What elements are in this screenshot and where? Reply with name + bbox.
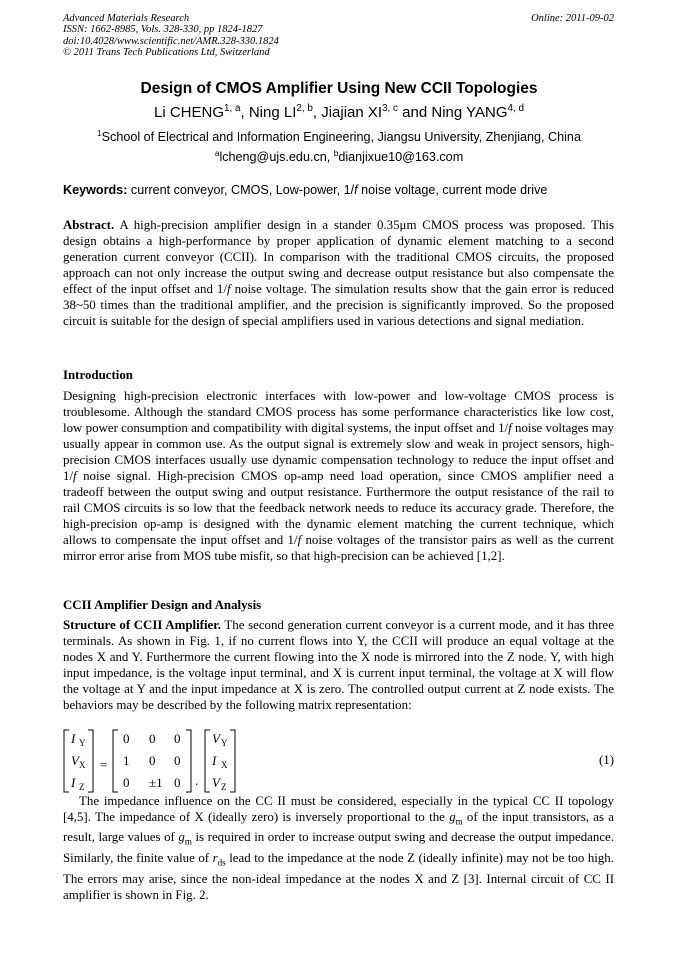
affiliation-text: School of Electrical and Information Engineering, Jiangsu University, Zhenjiang, China: [101, 130, 581, 144]
abstract-text: A high-precision amplifier design in a stander 0.35μm CMOS process was proposed. This design obtains a high-performance by proper application of dynamic element matching to a second generation current conveyor (CCII). In comparison with the traditional CMOS circuits, the proposed approach can not only increase the output swing and decrease output resistance but also compensate the effect of the input offset and 1/f noise voltage. The simulation results show that the gain error is reduced 38~50 times than the traditional amplifier, and the precision is significantly improved. So the proposed circuit is suitable for the design of special amplifiers used in various detections and signal mediation.: [63, 218, 614, 328]
author-list: [0, 104, 678, 121]
email-address[interactable]: lcheng@ujs.edu.cn: [219, 150, 327, 164]
matrix-entry: 0: [123, 775, 130, 790]
author-sep: ,: [240, 104, 249, 121]
intro-text: Designing high-precision electronic interfaces with low-power and low-voltage CMOS process is troublesome. Although the standard CMOS process has some performance characteristics like low cost, low power consumption and compatibility with digital systems, the input offset and 1/f noise voltages may usually appear in common use. As the output signal is extremely slow and weak in project sensors, high-precision CMOS interfaces usually use dynamic compensation technology to reduce the input offset and 1/f noise signal. High-precision CMOS op-amp need load operation, since CMOS amplifier need a tradeoff between the output swing and output resistance. Furthermore the output resistance of the rail to rail CMOS circuits is so low that the feedback network needs to reduce its accuracy grade. Therefore, the high-precision op-amp is designed with the dynamic element matching the current technique, which allows to compensate the input offset and 1/f noise voltages of the transistor pairs as well as the current mirror error arise from MOS tube misfit, so that high-precision can be achieved [1,2].: [63, 389, 614, 563]
structure-label: Structure of CCII Amplifier.: [63, 618, 222, 632]
affiliation: [0, 127, 678, 144]
left-bracket: [205, 730, 210, 792]
right-bracket: [230, 730, 235, 792]
author-sup: 2, b: [296, 103, 313, 114]
author-sup: 3, c: [382, 103, 398, 114]
vector-entry: I: [212, 753, 217, 768]
vector-entry: I: [71, 775, 76, 790]
vector-entry: V: [212, 775, 220, 790]
left-bracket: [113, 730, 118, 792]
keywords-text: current conveyor, CMOS, Low-power, 1/f noise voltage, current mode drive: [130, 183, 548, 197]
affiliation-sup: 1: [97, 127, 102, 138]
email-sup: b: [333, 147, 339, 158]
vector-entry: V: [212, 731, 220, 746]
author-name: Ning YANG: [431, 104, 508, 121]
author-sep: and: [397, 104, 432, 121]
author-name: Ning LI: [248, 104, 297, 121]
copyright-line: © 2011 Trans Tech Publications Ltd, Switzerland: [63, 47, 270, 59]
right-bracket: [88, 730, 93, 792]
email-line: $^a$lcheng@ujs.edu.cn, $^b$dianjixue10@163.com: [214, 147, 464, 164]
matrix-entry: 0: [174, 731, 181, 746]
keywords: [63, 183, 547, 197]
equals-sign: =: [100, 757, 108, 772]
impedance-paragraph: The impedance influence on the CC II must be considered, especially in the typical CC II topology [4,5]. The impedance of X (ideally zero) is inversely proportional to the $g_m$ of the input transistors, as a result, large values of $g_m$ is required in order to increase output swing and decrease the output impedance. Similarly, the finite value of $r_{ds}$ lead to the impedance at the node Z (ideally infinite) may not be too high. The errors may arise, since the non-ideal impedance at the nodes X and Z [3]. Internal circuit of CC II amplifier is shown in Fig. 2.: [63, 794, 615, 902]
matrix-entry: 1: [123, 753, 130, 768]
vector-entry: I: [71, 731, 76, 746]
multiply-dot: .: [195, 773, 199, 788]
abstract: [63, 218, 614, 330]
matrix-entry: 0: [149, 731, 156, 746]
matrix-entry: 0: [123, 731, 130, 746]
author-name: Jiajian XI: [321, 104, 383, 121]
equation-number: (1): [598, 753, 614, 767]
structure-text: The second generation current conveyor is a current mode, and it has three terminals. As shown in Fig. 1, if no current flows into Y, the CCII will produce an equal voltage at the nodes X and Y. Furthermore the current flowing into the X node is mirrored into the Z node. Y, with high input impedance, is the voltage input terminal, and X is current input terminal, the voltage at X will flow the voltage at Y and the input impedance at X is zero. The controlled output current at Z node exists. The behaviors may be described by the following matrix representation:: [63, 618, 614, 712]
email-address[interactable]: dianjixue10@163.com: [338, 150, 464, 164]
vector-subscript: Y: [221, 738, 228, 748]
author-sup: 4, d: [507, 103, 524, 114]
right-bracket: [186, 730, 191, 792]
vector-subscript: Y: [79, 738, 86, 748]
vector-subscript: Z: [79, 782, 85, 792]
matrix-equation: [63, 729, 263, 793]
matrix-entry: 0: [174, 753, 181, 768]
intro-heading: Introduction: [63, 368, 133, 382]
paper-title: Design of CMOS Amplifier Using New CCII Topologies: [140, 80, 538, 97]
structure-paragraph: [63, 618, 614, 714]
keywords-label: Keywords:: [63, 183, 128, 197]
equation-1: [63, 729, 614, 793]
running-header: [63, 13, 614, 59]
doi-line: doi:10.4028/www.scientific.net/AMR.328-330.1824: [63, 35, 279, 47]
author-name: Li CHENG: [153, 104, 224, 121]
vector-entry: V: [71, 753, 79, 768]
vector-subscript: Z: [221, 782, 227, 792]
matrix-entry: 0: [149, 753, 156, 768]
vector-subscript: X: [79, 760, 86, 770]
issn-line: ISSN: 1662-8985, Vols. 328-330, pp 1824-1827: [63, 24, 263, 36]
matrix-entry: 0: [174, 775, 181, 790]
matrix-entry: ±1: [149, 775, 163, 790]
left-bracket: [64, 730, 69, 792]
author-sep: ,: [312, 104, 322, 121]
author-sup: 1, a: [224, 103, 241, 114]
journal-name: Advanced Materials Research: [63, 13, 190, 24]
online-date: Online: 2011-09-02: [531, 13, 614, 24]
abstract-label: Abstract.: [63, 218, 115, 232]
email-sup: a: [214, 147, 220, 158]
vector-subscript: X: [221, 760, 228, 770]
section-heading: CCII Amplifier Design and Analysis: [63, 598, 262, 612]
